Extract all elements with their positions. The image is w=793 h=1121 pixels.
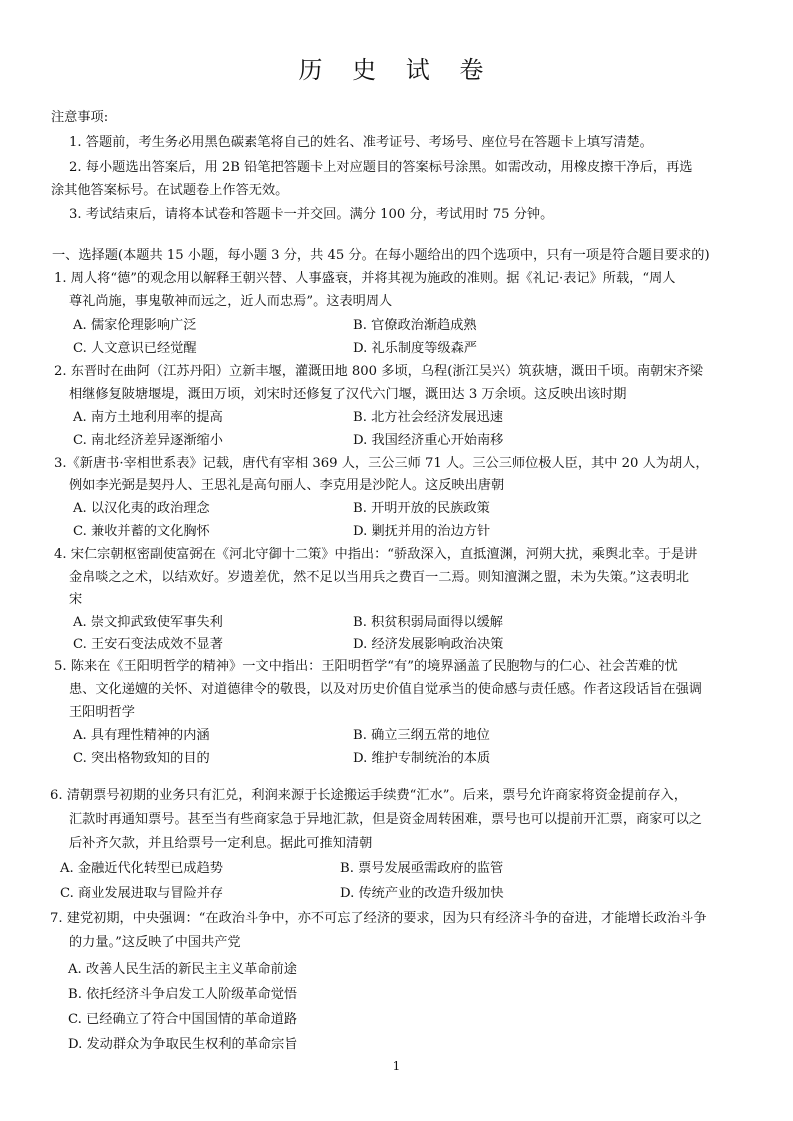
notice-item: 涂其他答案标号。在试题卷上作答无效。 bbox=[51, 183, 289, 198]
option-c: C. 人文意识已经觉醒 bbox=[73, 341, 197, 356]
option-c: C. 商业发展进取与冒险并存 bbox=[60, 886, 224, 901]
page-number: 1 bbox=[392, 1059, 401, 1073]
option-a: A. 南方土地利用率的提高 bbox=[73, 410, 223, 425]
option-b: B. 票号发展亟需政府的监管 bbox=[340, 861, 504, 876]
question-stem: 后补齐欠款，并且给票号一定利息。据此可推知清朝 bbox=[69, 836, 373, 851]
option-d: D. 传统产业的改造升级加快 bbox=[340, 886, 504, 901]
option-a: A. 金融近代化转型已成趋势 bbox=[60, 861, 223, 876]
section-heading: 一、选择题(本题共 15 小题，每小题 3 分，共 45 分。在每小题给出的四个选项中，只有一项是符合题目要求的) bbox=[52, 248, 710, 263]
option-d: D. 发动群众为争取民生权利的革命宗旨 bbox=[68, 1037, 298, 1052]
question-stem: 4. 宋仁宗朝枢密副使富弼在《河北守御十二策》中指出：“骄敌深入，直抵澶渊，河朔大扰，乘舆北幸。于是讲 bbox=[54, 547, 698, 562]
question-stem: 汇款时再通知票号。甚至当有些商家急于异地汇款，但是资金周转困难，票号也可以提前开汇票，商家可以之 bbox=[69, 812, 702, 827]
question-stem: 王阳明哲学 bbox=[69, 705, 135, 720]
option-a: A. 改善人民生活的新民主主义革命前途 bbox=[68, 962, 297, 977]
notice-heading: 注意事项: bbox=[51, 110, 109, 125]
notice-item: 3. 考试结束后，请将本试卷和答题卡一并交回。满分 100 分，考试用时 75 分钟。 bbox=[69, 207, 554, 222]
question-stem: 相继修复陂塘堰堤，溉田万顷，刘宋时还修复了汉代六门堰，溉田达 3 万余顷。这反映出该时期 bbox=[69, 387, 627, 402]
question-stem: 5. 陈来在《王阳明哲学的精神》一文中指出：王阳明哲学“有”的境界涵盖了民胞物与的仁心、社会苦难的忧 bbox=[54, 659, 678, 674]
notice-item: 2. 每小题选出答案后，用 2B 铅笔把答题卡上对应题目的答案标号涂黑。如需改动，用橡皮擦干净后，再选 bbox=[69, 160, 693, 175]
option-d: D. 维护专制统治的本质 bbox=[353, 751, 491, 766]
option-c: C. 兼收并蓄的文化胸怀 bbox=[73, 524, 210, 539]
question-stem: 尊礼尚施，事鬼敬神而远之，近人而忠焉”。这表明周人 bbox=[69, 294, 393, 309]
option-b: B. 北方社会经济发展迅速 bbox=[353, 410, 503, 425]
question-stem: 金帛啖之之术，以结欢好。岁遗差优，然不足以当用兵之费百一二焉。则知澶渊之盟，未为失策。”这表明北 bbox=[69, 570, 689, 585]
question-stem: 宋 bbox=[69, 592, 83, 607]
notice-item: 1. 答题前，考生务必用黑色碳素笔将自己的姓名、准考证号、考场号、座位号在答题卡上填写清楚。 bbox=[69, 135, 653, 150]
question-stem: 例如李光弼是契丹人、王思礼是高句丽人、李克用是沙陀人。这反映出唐朝 bbox=[69, 478, 505, 493]
option-a: A. 以汉化夷的政治理念 bbox=[73, 501, 210, 516]
question-stem: 2. 东晋时在曲阿（江苏丹阳）立新丰堰，灌溉田地 800 多顷，乌程(浙江吴兴）筑荻塘，溉田千顷。南朝宋齐梁 bbox=[54, 364, 703, 379]
option-a: A. 崇文抑武致使军事失利 bbox=[73, 615, 223, 630]
option-c: C. 突出格物致知的目的 bbox=[73, 751, 210, 766]
option-a: A. 儒家伦理影响广泛 bbox=[73, 318, 197, 333]
option-c: C. 已经确立了符合中国国情的革命道路 bbox=[68, 1012, 298, 1027]
option-d: D. 礼乐制度等级森严 bbox=[353, 341, 477, 356]
option-d: D. 剿抚并用的治边方针 bbox=[353, 524, 491, 539]
question-stem: 的力量。”这反映了中国共产党 bbox=[69, 935, 241, 950]
option-b: B. 开明开放的民族政策 bbox=[353, 501, 490, 516]
option-d: D. 我国经济重心开始南移 bbox=[353, 433, 504, 448]
option-b: B. 确立三纲五常的地位 bbox=[353, 728, 490, 743]
option-c: C. 王安石变法成效不显著 bbox=[73, 637, 223, 652]
option-d: D. 经济发展影响政治决策 bbox=[353, 637, 504, 652]
option-b: B. 积贫积弱局面得以缓解 bbox=[353, 615, 503, 630]
question-stem: 患、文化递嬗的关怀、对道德律令的敬畏，以及对历史价值自觉承当的使命感与责任感。作者这段话旨在强调 bbox=[69, 682, 702, 697]
question-stem: 1. 周人将“德”的观念用以解释王朝兴替、人事盛衰，并将其视为施政的准则。据《礼记·表记》所载，“周人 bbox=[54, 271, 676, 286]
page-title: 历 史 试 卷 bbox=[298, 56, 495, 84]
question-stem: 7. 建党初期，中央强调：“在政治斗争中，亦不可忘了经济的要求，因为只有经济斗争的奋进，才能增长政治斗争 bbox=[50, 911, 707, 926]
option-c: C. 南北经济差异逐渐缩小 bbox=[73, 433, 223, 448]
question-stem: 6. 清朝票号初期的业务只有汇兑，利润来源于长途搬运手续费“汇水”。后来，票号允许商家将资金提前存入， bbox=[50, 788, 687, 803]
option-a: A. 具有理性精神的内涵 bbox=[73, 728, 210, 743]
question-stem: 3.《新唐书·宰相世系表》记载，唐代有宰相 369 人，三公三师 71 人。三公三师位极人臣，其中 20 人为胡人， bbox=[54, 456, 709, 471]
option-b: B. 依托经济斗争启发工人阶级革命觉悟 bbox=[68, 987, 298, 1002]
option-b: B. 官僚政治渐趋成熟 bbox=[353, 318, 477, 333]
